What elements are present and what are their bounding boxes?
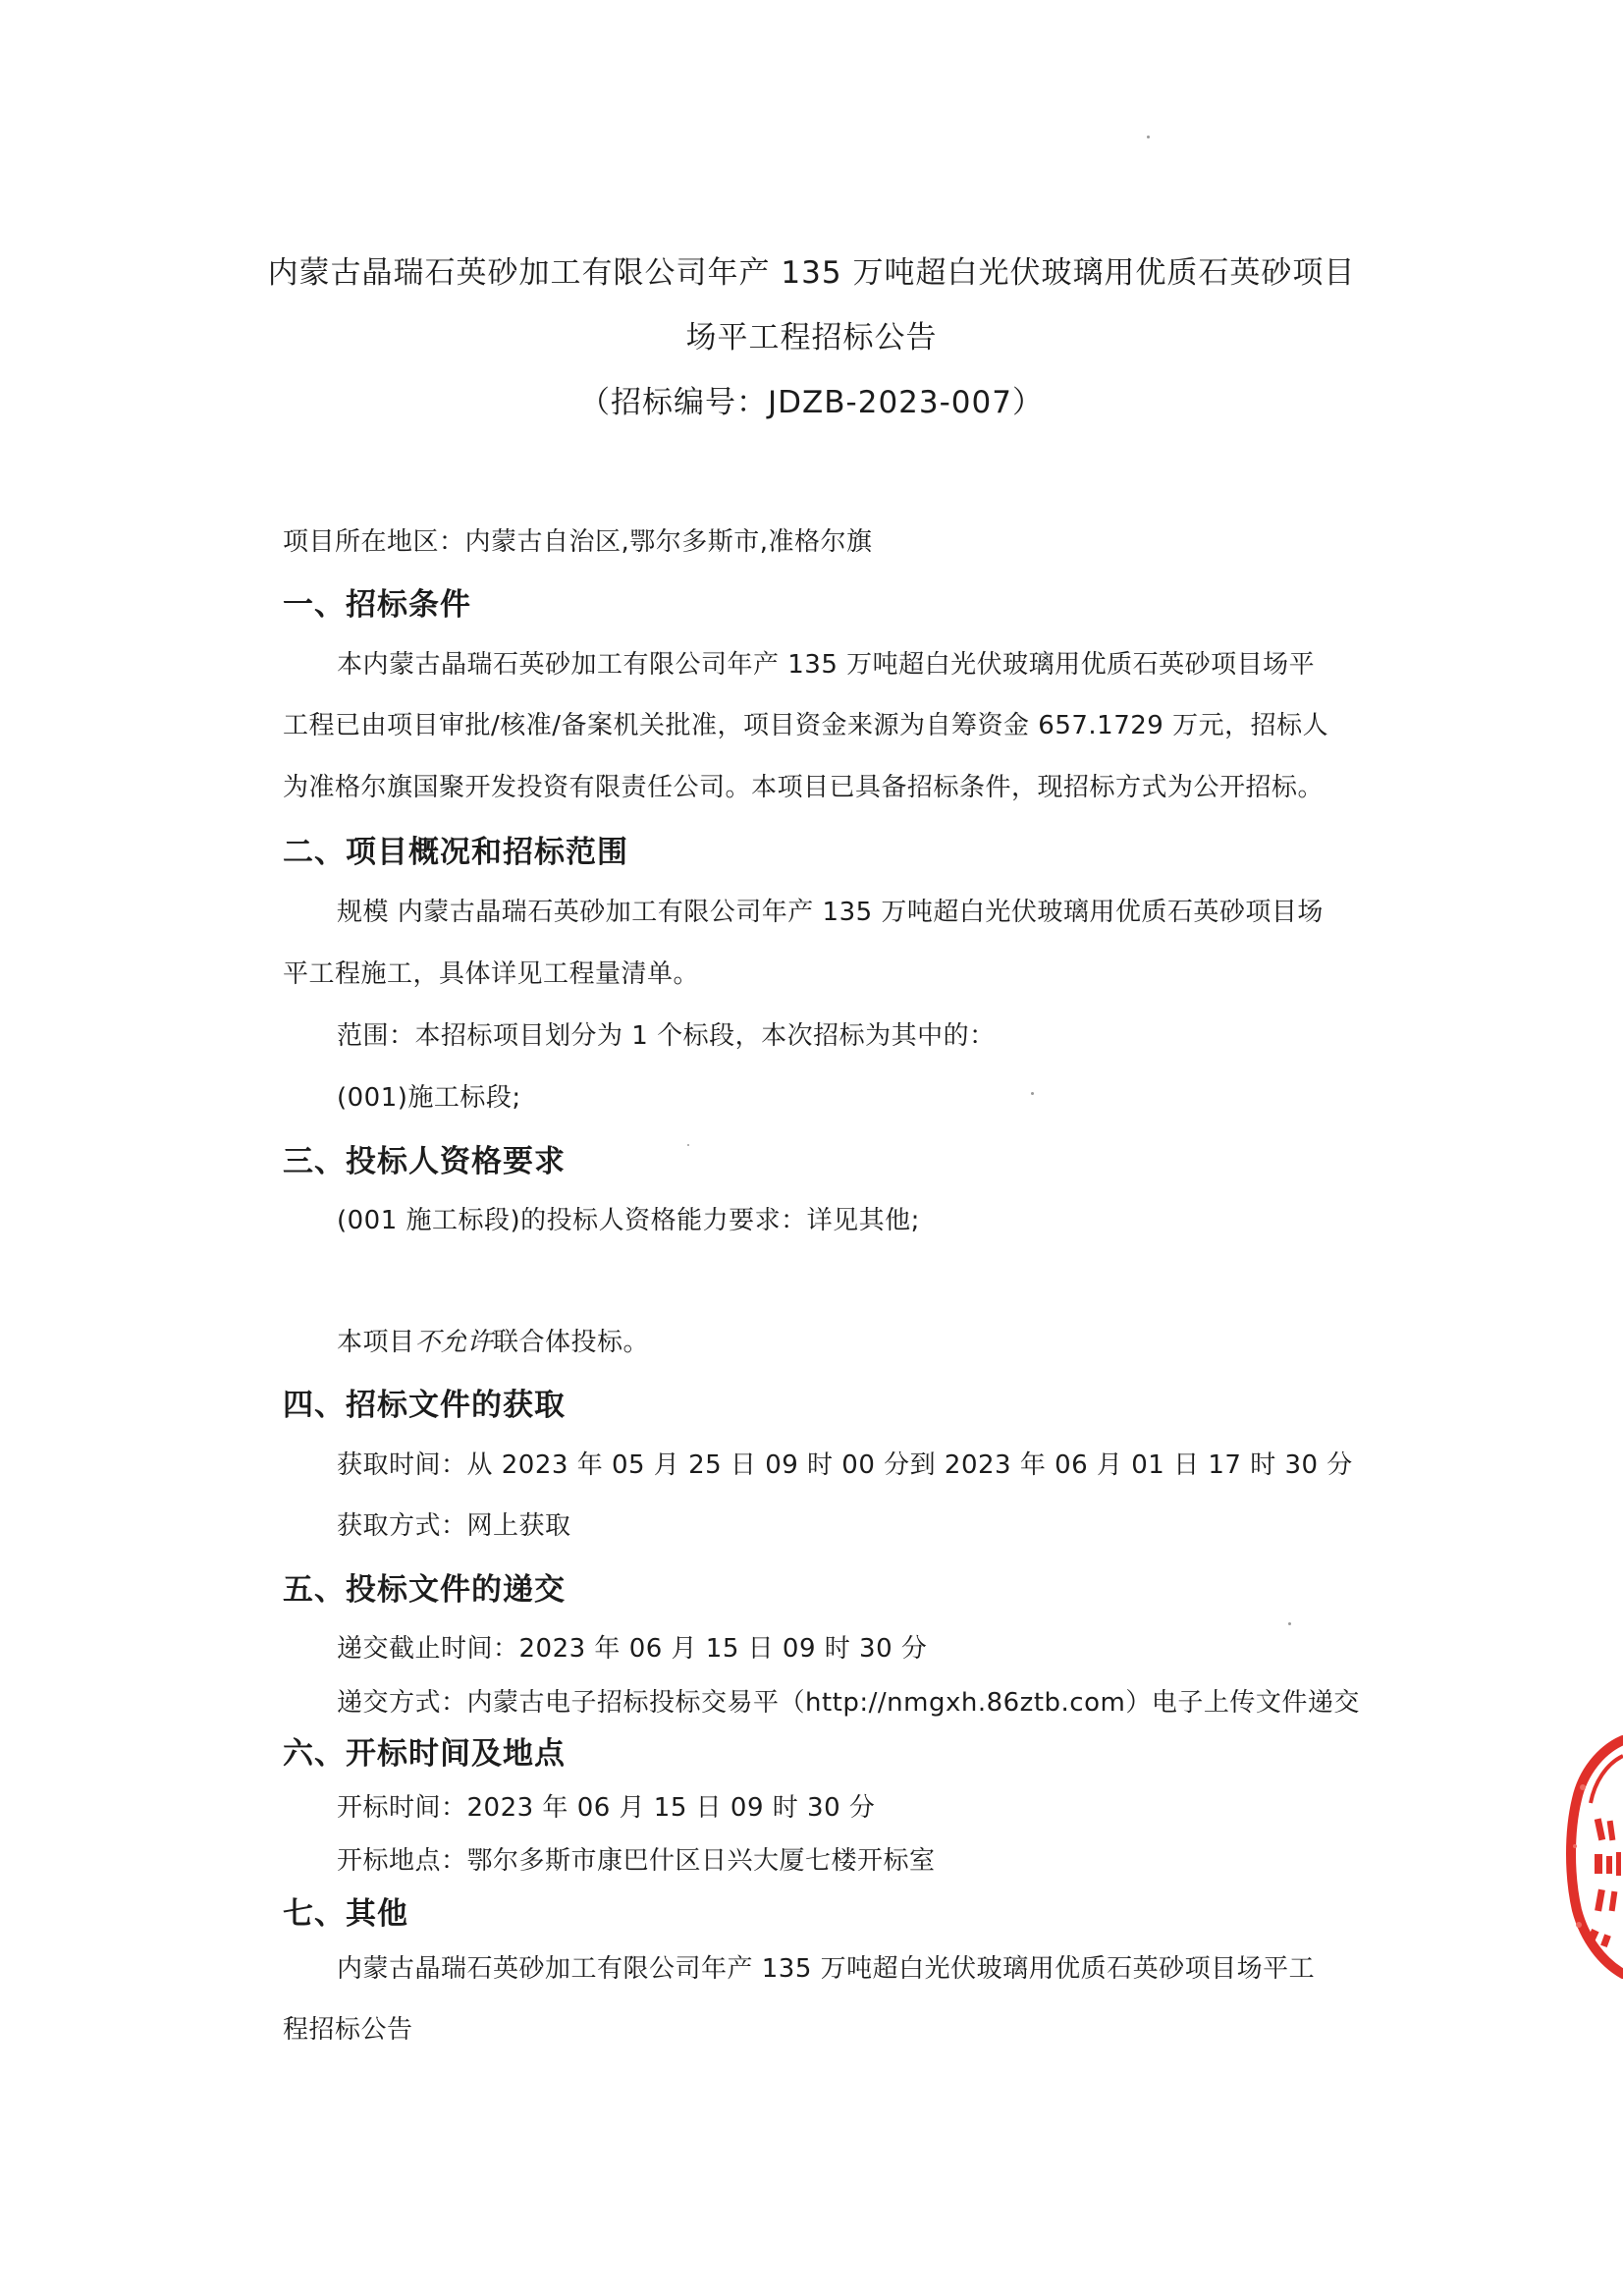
seal-icon — [1561, 1728, 1623, 1984]
paragraph-line: 程招标公告 — [283, 2015, 413, 2045]
bid-number: （招标编号：JDZB-2023-007） — [579, 385, 1044, 420]
paragraph-line: 开标地点：鄂尔多斯市康巴什区日兴大厦七楼开标室 — [337, 1846, 936, 1876]
paragraph-line: 递交截止时间：2023 年 06 月 15 日 09 时 30 分 — [337, 1634, 928, 1664]
paragraph-line: (001)施工标段; — [337, 1083, 521, 1113]
paragraph-line: 工程已由项目审批/核准/备案机关批准，项目资金来源为自筹资金 657.1729 万元，招标人 — [283, 711, 1329, 740]
paragraph-line: 获取时间：从 2023 年 05 月 25 日 09 时 00 分到 2023 年 06 月 01 日 17 时 30 分 — [337, 1450, 1353, 1480]
document-title-line-1: 内蒙古晶瑞石英砂加工有限公司年产 135 万吨超白光伏玻璃用优质石英砂项目 — [267, 255, 1356, 291]
paragraph-line: 本内蒙古晶瑞石英砂加工有限公司年产 135 万吨超白光伏玻璃用优质石英砂项目场平 — [337, 650, 1316, 680]
section-heading-submission: 五、投标文件的递交 — [283, 1572, 566, 1608]
paragraph-line: 平工程施工，具体详见工程量清单。 — [283, 959, 700, 989]
section-heading-opening: 六、开标时间及地点 — [283, 1736, 566, 1772]
scan-speck — [1031, 1092, 1034, 1095]
consortium-not-allowed: 不允许 — [414, 1328, 494, 1357]
scan-speck — [1288, 1622, 1291, 1625]
scan-speck — [1147, 136, 1150, 138]
consortium-suffix: 联合体投标。 — [493, 1328, 650, 1357]
paragraph-line: 为准格尔旗国聚开发投资有限责任公司。本项目已具备招标条件，现招标方式为公开招标。 — [283, 773, 1325, 802]
section-heading-other: 七、其他 — [283, 1896, 408, 1932]
paragraph-line: (001 施工标段)的投标人资格能力要求：详见其他; — [337, 1206, 920, 1235]
document-title-line-2: 场平工程招标公告 — [685, 320, 938, 355]
paragraph-line: 规模 内蒙古晶瑞石英砂加工有限公司年产 135 万吨超白光伏玻璃用优质石英砂项目场 — [337, 898, 1324, 927]
paragraph-line: 开标时间：2023 年 06 月 15 日 09 时 30 分 — [337, 1793, 876, 1823]
paragraph-line: 递交方式：内蒙古电子招标投标交易平（http://nmgxh.86ztb.com）电子上传文件递交 — [337, 1688, 1360, 1718]
section-heading-bid-conditions: 一、招标条件 — [283, 587, 471, 623]
paragraph-line: 内蒙古晶瑞石英砂加工有限公司年产 135 万吨超白光伏玻璃用优质石英砂项目场平工 — [337, 1954, 1316, 1984]
section-heading-bidder-qualification: 三、投标人资格要求 — [283, 1144, 566, 1179]
scan-speck — [687, 1144, 689, 1146]
consortium-note — [337, 1322, 649, 1358]
red-seal-fragment — [1561, 1728, 1623, 1984]
project-region: 项目所在地区：内蒙古自治区,鄂尔多斯市,准格尔旗 — [283, 527, 873, 557]
section-heading-document-acquisition: 四、招标文件的获取 — [283, 1388, 566, 1423]
consortium-prefix: 本项目 — [337, 1328, 415, 1357]
paragraph-line: 获取方式：网上获取 — [337, 1511, 571, 1541]
paragraph-line: 范围：本招标项目划分为 1 个标段，本次招标为其中的： — [337, 1021, 996, 1051]
section-heading-project-overview: 二、项目概况和招标范围 — [283, 835, 628, 870]
